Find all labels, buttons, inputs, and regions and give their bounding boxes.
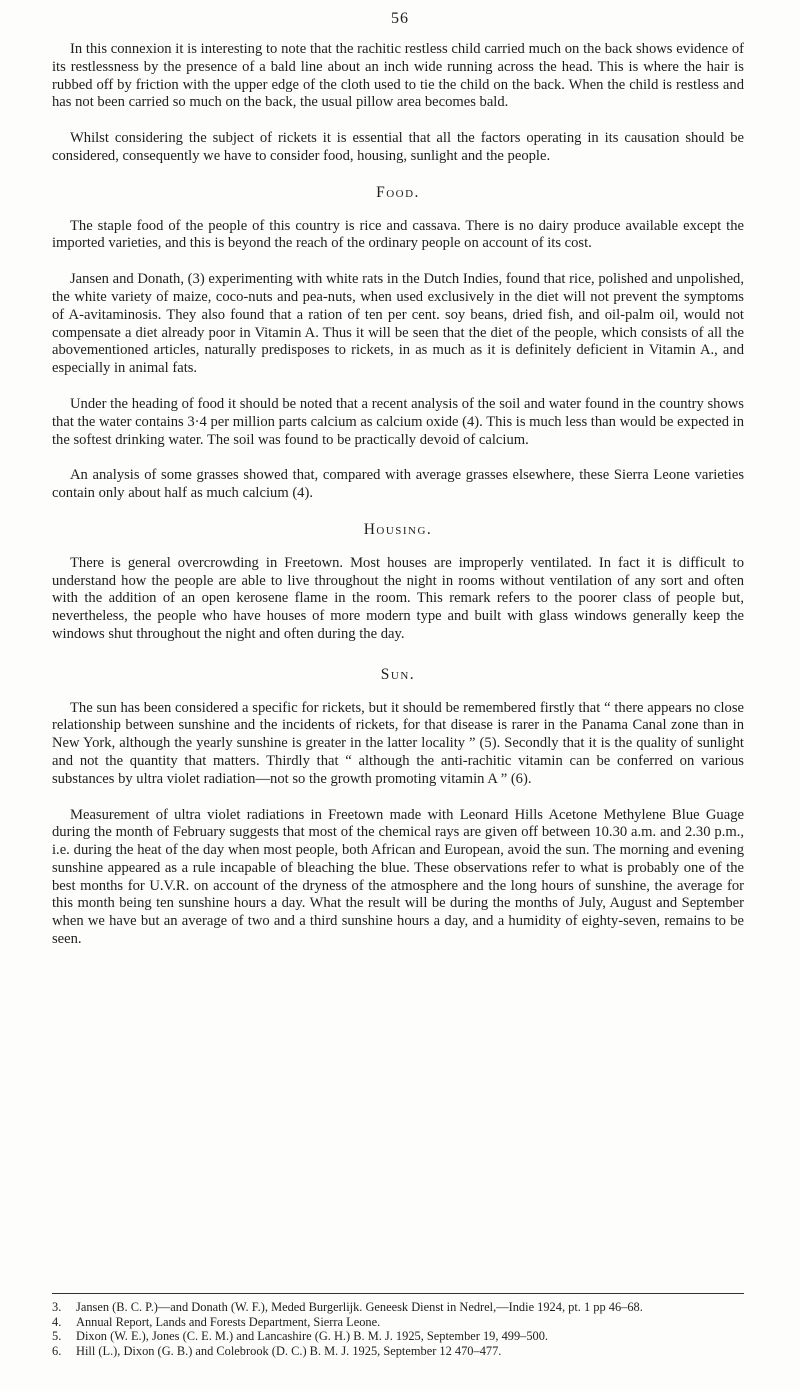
footnote-number: 3. — [52, 1300, 62, 1314]
paragraph: Under the heading of food it should be noted that a recent analysis of the soil and water found in the country shows that the water contains 3·4 per million parts calcium as calcium oxide (4). This is much less than would be expected in the softest drinking water. The soil was found to be practically devoid of calcium. — [52, 395, 744, 448]
paragraph: In this connexion it is interesting to note that the rachitic restless child carried much on the back shows evidence of its restlessness by the presence of a bald line about an inch wide running across the head. This is where the hair is rubbed off by friction with the upper edge of the cloth used to tie the child on the back. When the child is restless and has not been carried so much on the back, the usual pillow area becomes bald. — [52, 41, 744, 111]
paragraph: The sun has been considered a specific for rickets, but it should be remembered firstly that “ there appears no close relationship between sunshine and the incidents of rickets, for that disease is rarer in the Panama Canal zone than in New York, although the yearly sunshine is greater in the latter locality ” (5). Secondly that it is the quality of sunlight and not the quantity that matters. Thirdly that “ although the anti-rachitic vitamin can be conferred on various substances by ultra violet radiation—not so the growth promoting vitamin A ” (6). — [52, 699, 744, 787]
paragraph: The staple food of the people of this country is rice and cassava. There is no dairy produce available except the imported varieties, and this is beyond the reach of the ordinary people on account of its cost. — [52, 217, 744, 252]
paragraph: Measurement of ultra violet radiations in Freetown made with Leonard Hills Acetone Methylene Blue Guage during the month of February suggests that most of the chemical rays are given off between 10.30 a.m. and 2.30 p.m., i.e. during the heat of the day when most people, both African and European, avoid the sun. The morning and evening sunshine appeared as a rule incapable of bleaching the blue. These observations refer to what is probably one of the best months for U.V.R. on account of the dryness of the atmosphere and the long hours of sunshine, the average for this month being ten sunshine hours a day. What the result will be during the months of July, August and September when we have but an average of two and a third sunshine hours a day, and a humidity of eighty-seven, remains to be seen. — [52, 806, 744, 948]
paragraph: Jansen and Donath, (3) experimenting with white rats in the Dutch Indies, found that rice, polished and unpolished, the white variety of maize, coco-nuts and pea-nuts, when used exclusively in the diet will not prevent the symptoms of A-avitaminosis. They also found that a ration of ten per cent. soy beans, dried fish, and oil-palm oil, would not compensate a diet already poor in Vitamin A. Thus it will be seen that the diet of the people, which consists of all the abovementioned articles, naturally predisposes to rickets, in as much as it is definitely deficient in Vitamin A., and especially in animal fats. — [52, 271, 744, 377]
section-heading-sun: Sun. — [380, 665, 416, 683]
paragraph: An analysis of some grasses showed that, compared with average grasses elsewhere, these Sierra Leone varieties contain only about half as much calcium (4). — [52, 467, 744, 502]
footnote-number: 5. — [52, 1329, 62, 1344]
page-number: 56 — [391, 10, 409, 27]
footnote-number: 4. — [52, 1314, 62, 1329]
paragraph: There is general overcrowding in Freetown. Most houses are improperly ventilated. In fact it is difficult to understand how the people are able to live throughout the night in rooms without ventilation of any sort and often with the addition of an open kerosene flame in the room. This remark refers to the poorer class of people but, nevertheless, the people who have houses of more modern type and built with glass windows generally keep the windows shut throughout the night and often during the day. — [52, 554, 744, 642]
footnote-number: 6. — [52, 1343, 62, 1358]
footnote — [52, 1300, 744, 1315]
footnotes — [52, 1300, 744, 1358]
footnote — [52, 1315, 744, 1330]
footnote-text: Hill (L.), Dixon (G. B.) and Colebrook (D. C.) B. M. J. 1925, September 12 470–477. — [76, 1343, 502, 1358]
section-heading-housing: Housing. — [363, 520, 433, 538]
footnote-divider — [52, 1293, 744, 1294]
footnote-text: Jansen (B. C. P.)—and Donath (W. F.), Meded Burgerlijk. Geneesk Dienst in Nedrel,—Indie 1924, pt. 1 pp 46–68. — [76, 1300, 643, 1314]
section-heading-food: Food. — [376, 183, 420, 201]
footnote — [52, 1344, 744, 1359]
footnote — [52, 1329, 744, 1344]
footnote-text: Annual Report, Lands and Forests Department, Sierra Leone. — [76, 1314, 381, 1329]
body-text — [52, 41, 744, 967]
footnote-text: Dixon (W. E.), Jones (C. E. M.) and Lancashire (G. H.) B. M. J. 1925, September 19, 499–500. — [76, 1329, 549, 1344]
paragraph: Whilst considering the subject of rickets it is essential that all the factors operating in its causation should be considered, consequently we have to consider food, housing, sunlight and the people. — [52, 130, 744, 164]
